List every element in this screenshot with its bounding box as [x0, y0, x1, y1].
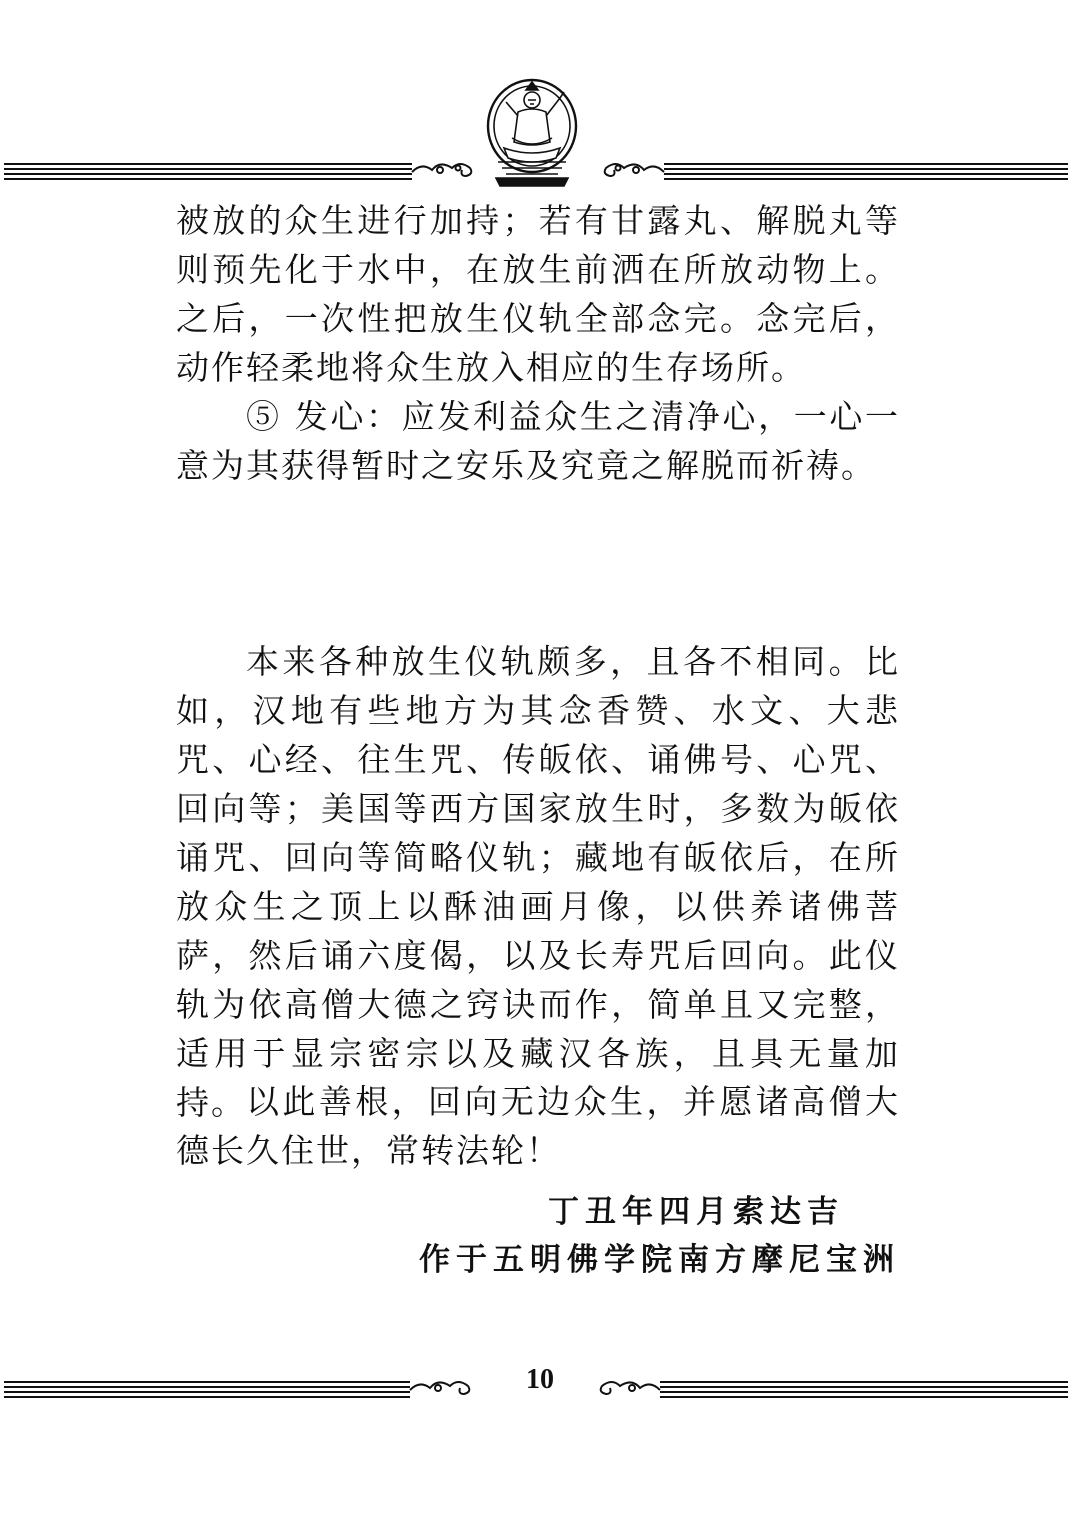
- cloud-scroll-icon: [605, 164, 664, 176]
- body-paragraph: 本来各种放生仪轨颇多，且各不相同。比如，汉地有些地方为其念香赞、水文、大悲咒、心经、往生咒、传皈依、诵佛号、心咒、回向等；美国等西方国家放生时，多数为皈依诵咒、回向等简略仪轨；藏地有皈依后，在所放众生之顶上以酥油画月像，以供养诸佛菩萨，然后诵六度偈，以及长寿咒后回向。此仪轨为依高僧大德之窍诀而作，简单且又完整，适用于显宗密宗以及藏汉各族，且具无量加持。: [176, 642, 900, 1122]
- body-paragraph: 以此善根，回向无边众生，并愿诸高僧大德长久住世，常转法轮！: [176, 1082, 900, 1170]
- body-paragraph: ⑤ 发心：应发利益众生之清净心，一心一意为其获得暂时之安乐及究竟之解脱而祈祷。: [176, 397, 900, 485]
- signature-place: 作于五明佛学院南方摩尼宝洲: [419, 1242, 900, 1278]
- page-number: 10: [526, 1364, 554, 1395]
- body-paragraph: 被放的众生进行加持；若有甘露丸、解脱丸等则预先化于水中，在放生前洒在所放动物上。之后，一次性把放生仪轨全部念完。念完后，动作轻柔地将众生放入相应的生存场所。: [176, 201, 900, 387]
- cloud-scroll-icon: [410, 1382, 469, 1394]
- signature-date: 丁丑年四月索达吉: [548, 1194, 844, 1230]
- cloud-scroll-icon: [601, 1382, 660, 1394]
- deity-figure-icon: [482, 78, 582, 188]
- cloud-scroll-icon: [412, 164, 471, 176]
